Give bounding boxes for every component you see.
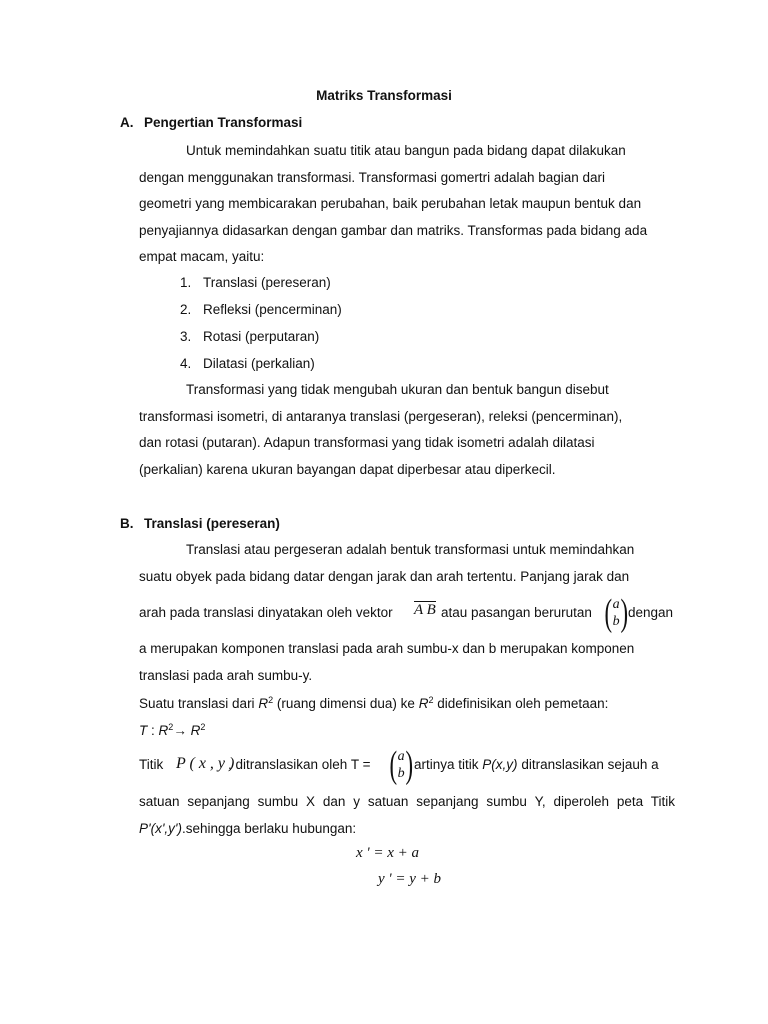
section-b-intro — [139, 537, 675, 590]
titik-text-b: ditranslasikan sejauh a — [521, 757, 659, 772]
section-b-heading: Translasi (pereseran) — [144, 516, 280, 531]
titik-label: Titik — [139, 757, 164, 772]
mapping-line — [139, 722, 205, 738]
satuan-line: satuan sepanjang sumbu X dan y satuan sepanjang sumbu Y, diperoleh peta Titik — [139, 794, 675, 809]
definition-text: didefinisikan oleh pemetaan: — [437, 696, 609, 711]
paragraph-line: translasi pada arah sumbu-y. — [139, 667, 313, 683]
r-symbol: R — [258, 696, 269, 711]
r-symbol: R — [190, 723, 201, 738]
right-paren: ) — [620, 592, 628, 634]
result-text: .sehingga berlaku hubungan: — [181, 821, 357, 836]
translation-matrix-t — [387, 744, 415, 786]
vector-ab — [414, 602, 436, 619]
r-symbol: R — [418, 696, 429, 711]
section-a-intro — [139, 138, 675, 271]
vector-label: A B — [414, 602, 436, 618]
result-line — [139, 821, 356, 836]
paragraph-line: Transformasi yang tidak mengubah ukuran dan bentuk bangun disebut — [186, 382, 609, 397]
superscript: 2 — [200, 722, 206, 732]
section-a-isometry-paragraph — [139, 377, 675, 483]
list-item: Dilatasi (perkalian) — [203, 356, 315, 371]
point-pxy: P(x,y) — [482, 757, 518, 772]
right-paren: ) — [405, 744, 413, 786]
intro-line: Untuk memindahkan suatu titik atau bangun pada bidang dapat dilakukan — [186, 143, 626, 158]
intro-line: penyajiannya didasarkan dengan gambar dan matriks. Transformas pada bidang ada — [139, 222, 648, 238]
vector-line-text: atau pasangan berurutan — [441, 605, 592, 620]
list-number: 2. — [180, 302, 192, 317]
section-a-letter: A. — [120, 115, 134, 130]
matrix-entry-a: a — [397, 749, 405, 764]
list-item: Translasi (pereseran) — [203, 275, 331, 290]
arrow-icon: → — [173, 723, 187, 738]
r-symbol: R — [158, 723, 169, 738]
section-b-letter: B. — [120, 516, 134, 531]
colon: : — [151, 723, 155, 738]
list-number: 4. — [180, 356, 192, 371]
matrix-entry-a: a — [612, 597, 620, 612]
paragraph-line: dan rotasi (putaran). Adapun transformasi yang tidak isometri adalah dilatasi — [139, 435, 595, 451]
equation-y: y ' = y + b — [378, 871, 442, 887]
page-title: Matriks Transformasi — [316, 88, 452, 103]
intro-line: empat macam, yaitu: — [139, 249, 265, 265]
section-b-components — [139, 636, 675, 689]
paragraph-line: a merupakan komponen translasi pada arah sumbu-x dan b merupakan komponen — [139, 641, 635, 656]
matrix-entry-b: b — [397, 766, 405, 781]
definition-text: Suatu translasi dari — [139, 696, 255, 711]
definition-text: (ruang dimensi dua) ke — [276, 696, 415, 711]
superscript: 2 — [428, 695, 434, 705]
point-p: P ( x , y ) — [176, 755, 235, 772]
titik-text-a: artinya titik — [414, 757, 479, 772]
vector-line-text: dengan — [628, 605, 674, 620]
left-paren: ( — [389, 744, 398, 786]
superscript: 2 — [168, 722, 174, 732]
image-point: P'(x',y') — [139, 821, 182, 836]
intro-line: dengan menggunakan transformasi. Transformasi gomertri adalah bagian dari — [139, 169, 606, 185]
intro-line: geometri yang membicarakan perubahan, baik perubahan letak maupun bentuk dan — [139, 196, 642, 212]
list-item: Refleksi (pencerminan) — [203, 302, 342, 317]
superscript: 2 — [268, 695, 274, 705]
paragraph-line: (perkalian) karena ukuran bayangan dapat diperbesar atau diperkecil. — [139, 461, 556, 477]
left-paren: ( — [604, 592, 613, 634]
section-a-heading: Pengertian Transformasi — [144, 115, 303, 130]
paragraph-line: suatu obyek pada bidang datar dengan jarak dan arah tertentu. Panjang jarak dan — [139, 568, 630, 584]
titik-text: , ditranslasikan oleh T = — [228, 757, 371, 772]
equation-x: x ' = x + a — [356, 845, 420, 861]
vector-line-text: arah pada translasi dinyatakan oleh vektor — [139, 605, 393, 620]
list-item: Rotasi (perputaran) — [203, 329, 320, 344]
paragraph-line: transformasi isometri, di antaranya translasi (pergeseran), releksi (pencerminan), — [139, 408, 623, 424]
titik-text — [414, 757, 659, 772]
list-number: 3. — [180, 329, 192, 344]
list-number: 1. — [180, 275, 192, 290]
definition-line — [139, 695, 608, 711]
matrix-entry-b: b — [612, 614, 620, 629]
paragraph-line: Translasi atau pergeseran adalah bentuk transformasi untuk memindahkan — [186, 542, 635, 557]
translation-matrix — [602, 592, 630, 634]
t-symbol: T — [139, 723, 148, 738]
